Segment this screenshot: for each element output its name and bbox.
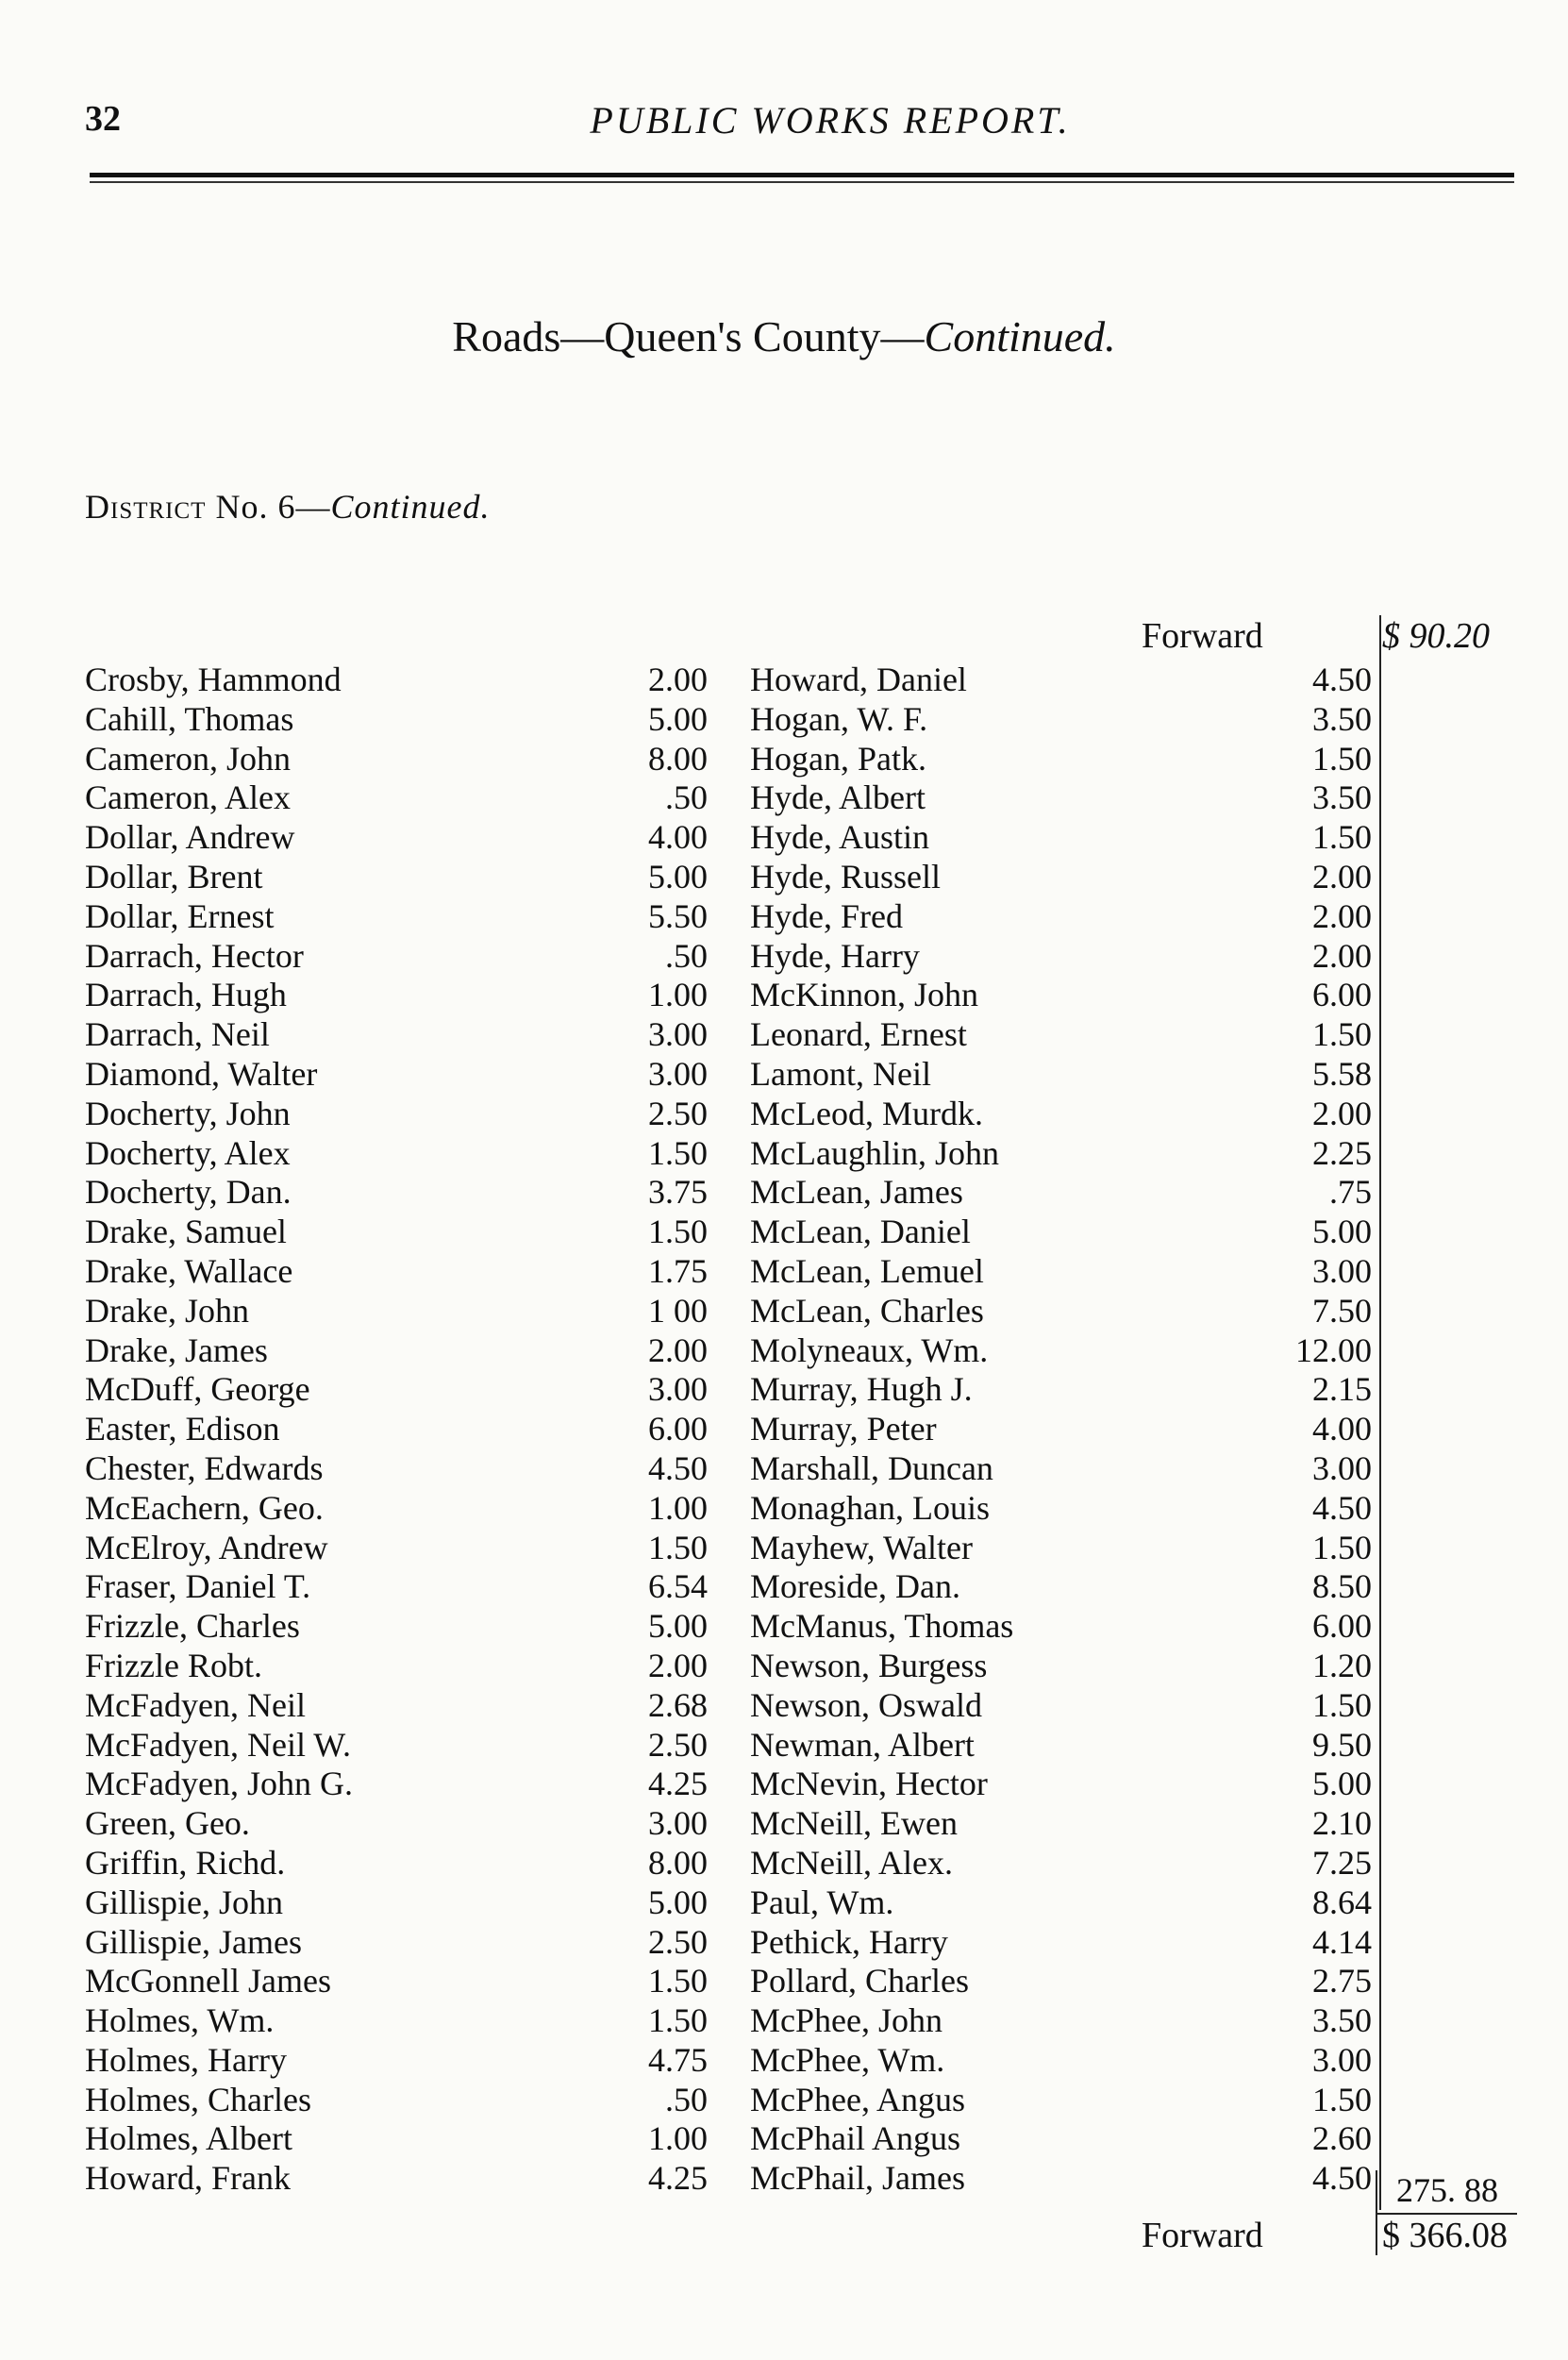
right-amount: 1.50 [1312,1015,1372,1054]
table-row [0,1647,1568,1686]
right-amount: 7.25 [1312,1843,1372,1882]
left-name: McGonnell James [85,1962,331,2000]
left-name: Easter, Edison [85,1410,280,1448]
table-row [0,1252,1568,1292]
table-row [0,1529,1568,1568]
forward-top-amount: $ 90.20 [1382,616,1490,656]
left-name: Fraser, Daniel T. [85,1567,311,1606]
left-name: McEachern, Geo. [85,1488,324,1527]
left-name: Darrach, Neil [85,1015,270,1054]
right-amount: 3.00 [1312,1251,1372,1290]
left-amount: 8.00 [648,739,708,778]
right-name: Pollard, Charles [750,1962,969,2000]
left-name: Cahill, Thomas [85,699,294,738]
right-amount: 2.10 [1312,1804,1372,1843]
right-amount: 2.75 [1312,1962,1372,2000]
left-amount: 4.25 [648,2159,708,2198]
header-rule-thin [90,181,1514,183]
table-row [0,1686,1568,1726]
forward-bottom-label: Forward [1142,2216,1263,2255]
left-name: Chester, Edwards [85,1448,324,1487]
table-row [0,937,1568,977]
table-row [0,1292,1568,1331]
right-name: McLean, Daniel [750,1213,971,1251]
left-name: Gillispie, John [85,1883,284,1921]
right-name: Hyde, Harry [750,936,920,975]
table-row [0,1489,1568,1529]
right-name: Hyde, Albert [750,778,926,817]
left-name: Drake, John [85,1291,249,1330]
left-name: Cameron, Alex [85,778,291,817]
table-row [0,2001,1568,2041]
left-amount: 1.50 [648,2001,708,2040]
left-amount: .50 [665,778,708,817]
right-amount: 3.50 [1312,2001,1372,2040]
table-row [0,1804,1568,1844]
left-name: Darrach, Hugh [85,976,287,1014]
left-name: Docherty, John [85,1094,291,1132]
right-amount: 1.50 [1312,1528,1372,1566]
right-name: Murray, Peter [750,1410,937,1448]
right-amount: 6.00 [1312,1607,1372,1646]
left-amount: 5.00 [648,857,708,895]
right-amount: 1.50 [1312,2080,1372,2118]
table-row [0,1607,1568,1647]
right-amount: 4.00 [1312,1410,1372,1448]
table-row [0,700,1568,740]
table-row [0,818,1568,858]
table-row [0,1844,1568,1883]
table-row [0,1331,1568,1371]
left-amount: 3.00 [648,1054,708,1093]
forward-bottom-amount: $ 366.08 [1382,2216,1508,2255]
left-name: McElroy, Andrew [85,1528,328,1566]
column-total: 275. 88 [1396,2171,1498,2209]
left-name: Holmes, Wm. [85,2001,275,2040]
left-amount: 4.75 [648,2040,708,2079]
left-amount: 6.54 [648,1567,708,1606]
section-title-continued: Continued. [924,312,1116,360]
left-name: Docherty, Dan. [85,1173,292,1212]
right-amount: 7.50 [1312,1291,1372,1330]
right-name: Hyde, Austin [750,818,930,857]
right-name: Hyde, Fred [750,896,903,935]
right-name: Monaghan, Louis [750,1488,990,1527]
district-number: No. 6— [215,488,331,526]
right-amount: 3.50 [1312,778,1372,817]
right-name: Hyde, Russell [750,857,941,895]
table-row [0,1015,1568,1055]
right-amount: 2.15 [1312,1370,1372,1409]
right-amount: 1.50 [1312,739,1372,778]
left-amount: 2.50 [648,1922,708,1961]
right-name: Mayhew, Walter [750,1528,974,1566]
right-amount: 8.64 [1312,1883,1372,1921]
right-name: Marshall, Duncan [750,1448,993,1487]
left-amount: 1.50 [648,1962,708,2000]
right-amount: 6.00 [1312,976,1372,1014]
table-row [0,1765,1568,1804]
left-amount: 8.00 [648,1843,708,1882]
left-amount: 4.00 [648,818,708,857]
right-amount: 12.00 [1295,1331,1372,1369]
right-amount: 3.50 [1312,699,1372,738]
table-row [0,2081,1568,2120]
ledger-table [0,661,1568,2199]
header-rule [90,173,1514,177]
right-amount: 4.50 [1312,2159,1372,2198]
section-title [0,311,1568,361]
right-amount: 2.00 [1312,857,1372,895]
right-amount: 4.50 [1312,1488,1372,1527]
left-amount: 3.00 [648,1804,708,1843]
right-name: Leonard, Ernest [750,1015,967,1054]
left-amount: .50 [665,2080,708,2118]
left-name: Griffin, Richd. [85,1843,286,1882]
left-name: Crosby, Hammond [85,661,342,698]
left-name: Holmes, Albert [85,2119,292,2158]
table-row [0,1213,1568,1252]
right-name: Murray, Hugh J. [750,1370,973,1409]
page-number: 32 [85,99,121,139]
district-label: District [85,488,207,526]
table-row [0,661,1568,700]
table-row [0,2159,1568,2199]
right-amount: 1.20 [1312,1646,1372,1684]
right-name: McNeill, Alex. [750,1843,953,1882]
right-amount: 3.00 [1312,1448,1372,1487]
left-name: Gillispie, James [85,1922,302,1961]
left-amount: 1.50 [648,1213,708,1251]
left-name: Drake, Samuel [85,1213,287,1251]
right-amount: 5.00 [1312,1213,1372,1251]
right-amount: 8.50 [1312,1567,1372,1606]
table-row [0,1173,1568,1213]
right-name: Lamont, Neil [750,1054,931,1093]
left-amount: 1 00 [648,1291,708,1330]
table-row [0,1055,1568,1095]
right-amount: 2.25 [1312,1133,1372,1172]
table-row [0,1134,1568,1174]
left-amount: 5.00 [648,699,708,738]
right-name: McLean, Lemuel [750,1251,984,1290]
left-name: Cameron, John [85,739,291,778]
right-amount: 1.50 [1312,1685,1372,1724]
district-continued: Continued. [330,488,491,526]
table-row [0,897,1568,937]
table-row [0,976,1568,1015]
table-row [0,2119,1568,2159]
right-amount: .75 [1329,1173,1372,1212]
left-amount: 1.50 [648,1133,708,1172]
right-amount: 2.00 [1312,1094,1372,1132]
right-amount: 2.00 [1312,896,1372,935]
left-amount: 3.75 [648,1173,708,1212]
table-row [0,1726,1568,1766]
table-row [0,1567,1568,1607]
left-name: Holmes, Harry [85,2040,287,2079]
left-name: Docherty, Alex [85,1133,291,1172]
left-amount: 2.50 [648,1094,708,1132]
forward-top-label: Forward [1142,616,1263,656]
right-name: Paul, Wm. [750,1883,894,1921]
right-name: Moreside, Dan. [750,1567,960,1606]
right-name: Newson, Oswald [750,1685,982,1724]
right-name: McPhee, Wm. [750,2040,945,2079]
left-amount: 1.75 [648,1251,708,1290]
left-amount: 5.00 [648,1883,708,1921]
table-row [0,2041,1568,2081]
left-amount: 1.50 [648,1528,708,1566]
right-amount: 9.50 [1312,1725,1372,1764]
right-name: Hogan, Patk. [750,739,926,778]
right-name: McNeill, Ewen [750,1804,958,1843]
table-row [0,858,1568,897]
left-name: Holmes, Charles [85,2080,311,2118]
right-amount: 2.00 [1312,936,1372,975]
district-heading [85,487,490,527]
right-name: McPhee, John [750,2001,942,2040]
left-amount: 2.00 [648,1646,708,1684]
table-row [0,740,1568,779]
left-amount: 2.00 [648,661,708,698]
right-name: Howard, Daniel [750,661,967,698]
right-name: McPhee, Angus [750,2080,965,2118]
left-amount: 1.00 [648,976,708,1014]
left-name: Drake, James [85,1331,268,1369]
right-amount: 1.50 [1312,818,1372,857]
running-head: PUBLIC WORKS REPORT. [590,99,1071,142]
left-name: Green, Geo. [85,1804,250,1843]
left-amount: 5.00 [648,1607,708,1646]
table-row [0,1962,1568,2001]
right-name: McLean, Charles [750,1291,984,1330]
table-row [0,1370,1568,1410]
left-amount: 5.50 [648,896,708,935]
right-name: Newson, Burgess [750,1646,988,1684]
right-name: Newman, Albert [750,1725,975,1764]
right-name: McPhail, James [750,2159,965,2198]
right-amount: 4.14 [1312,1922,1372,1961]
left-amount: 4.50 [648,1448,708,1487]
left-amount: 3.00 [648,1015,708,1054]
right-amount: 5.00 [1312,1765,1372,1803]
left-amount: 4.25 [648,1765,708,1803]
table-row [0,1095,1568,1134]
right-name: McLeod, Murdk. [750,1094,983,1132]
right-name: Hogan, W. F. [750,699,928,738]
left-amount: 3.00 [648,1370,708,1409]
right-amount: 3.00 [1312,2040,1372,2079]
right-name: Molyneaux, Wm. [750,1331,989,1369]
table-row [0,1883,1568,1923]
section-title-main: Roads—Queen's County— [452,312,925,360]
left-name: Dollar, Brent [85,857,263,895]
right-amount: 5.58 [1312,1054,1372,1093]
left-name: McFadyen, John G. [85,1765,353,1803]
table-row [0,1923,1568,1963]
right-amount: 4.50 [1312,661,1372,698]
table-row [0,1449,1568,1489]
right-name: Pethick, Harry [750,1922,948,1961]
left-name: Diamond, Walter [85,1054,318,1093]
right-name: McLean, James [750,1173,963,1212]
right-name: McLaughlin, John [750,1133,999,1172]
left-name: Howard, Frank [85,2159,291,2198]
left-amount: 6.00 [648,1410,708,1448]
left-name: Darrach, Hector [85,936,304,975]
left-name: Dollar, Andrew [85,818,295,857]
table-row [0,778,1568,818]
right-name: McManus, Thomas [750,1607,1014,1646]
left-name: McFadyen, Neil W. [85,1725,351,1764]
right-name: McPhail Angus [750,2119,961,2158]
left-name: Dollar, Ernest [85,896,275,935]
left-name: McFadyen, Neil [85,1685,306,1724]
left-name: Drake, Wallace [85,1251,293,1290]
left-amount: 1.00 [648,2119,708,2158]
table-row [0,1410,1568,1449]
left-amount: 1.00 [648,1488,708,1527]
left-amount: 2.00 [648,1331,708,1369]
left-name: Frizzle Robt. [85,1646,262,1684]
right-amount: 2.60 [1312,2119,1372,2158]
right-name: McKinnon, John [750,976,978,1014]
left-name: McDuff, George [85,1370,310,1409]
left-amount: .50 [665,936,708,975]
right-name: McNevin, Hector [750,1765,988,1803]
left-amount: 2.50 [648,1725,708,1764]
left-name: Frizzle, Charles [85,1607,300,1646]
left-amount: 2.68 [648,1685,708,1724]
